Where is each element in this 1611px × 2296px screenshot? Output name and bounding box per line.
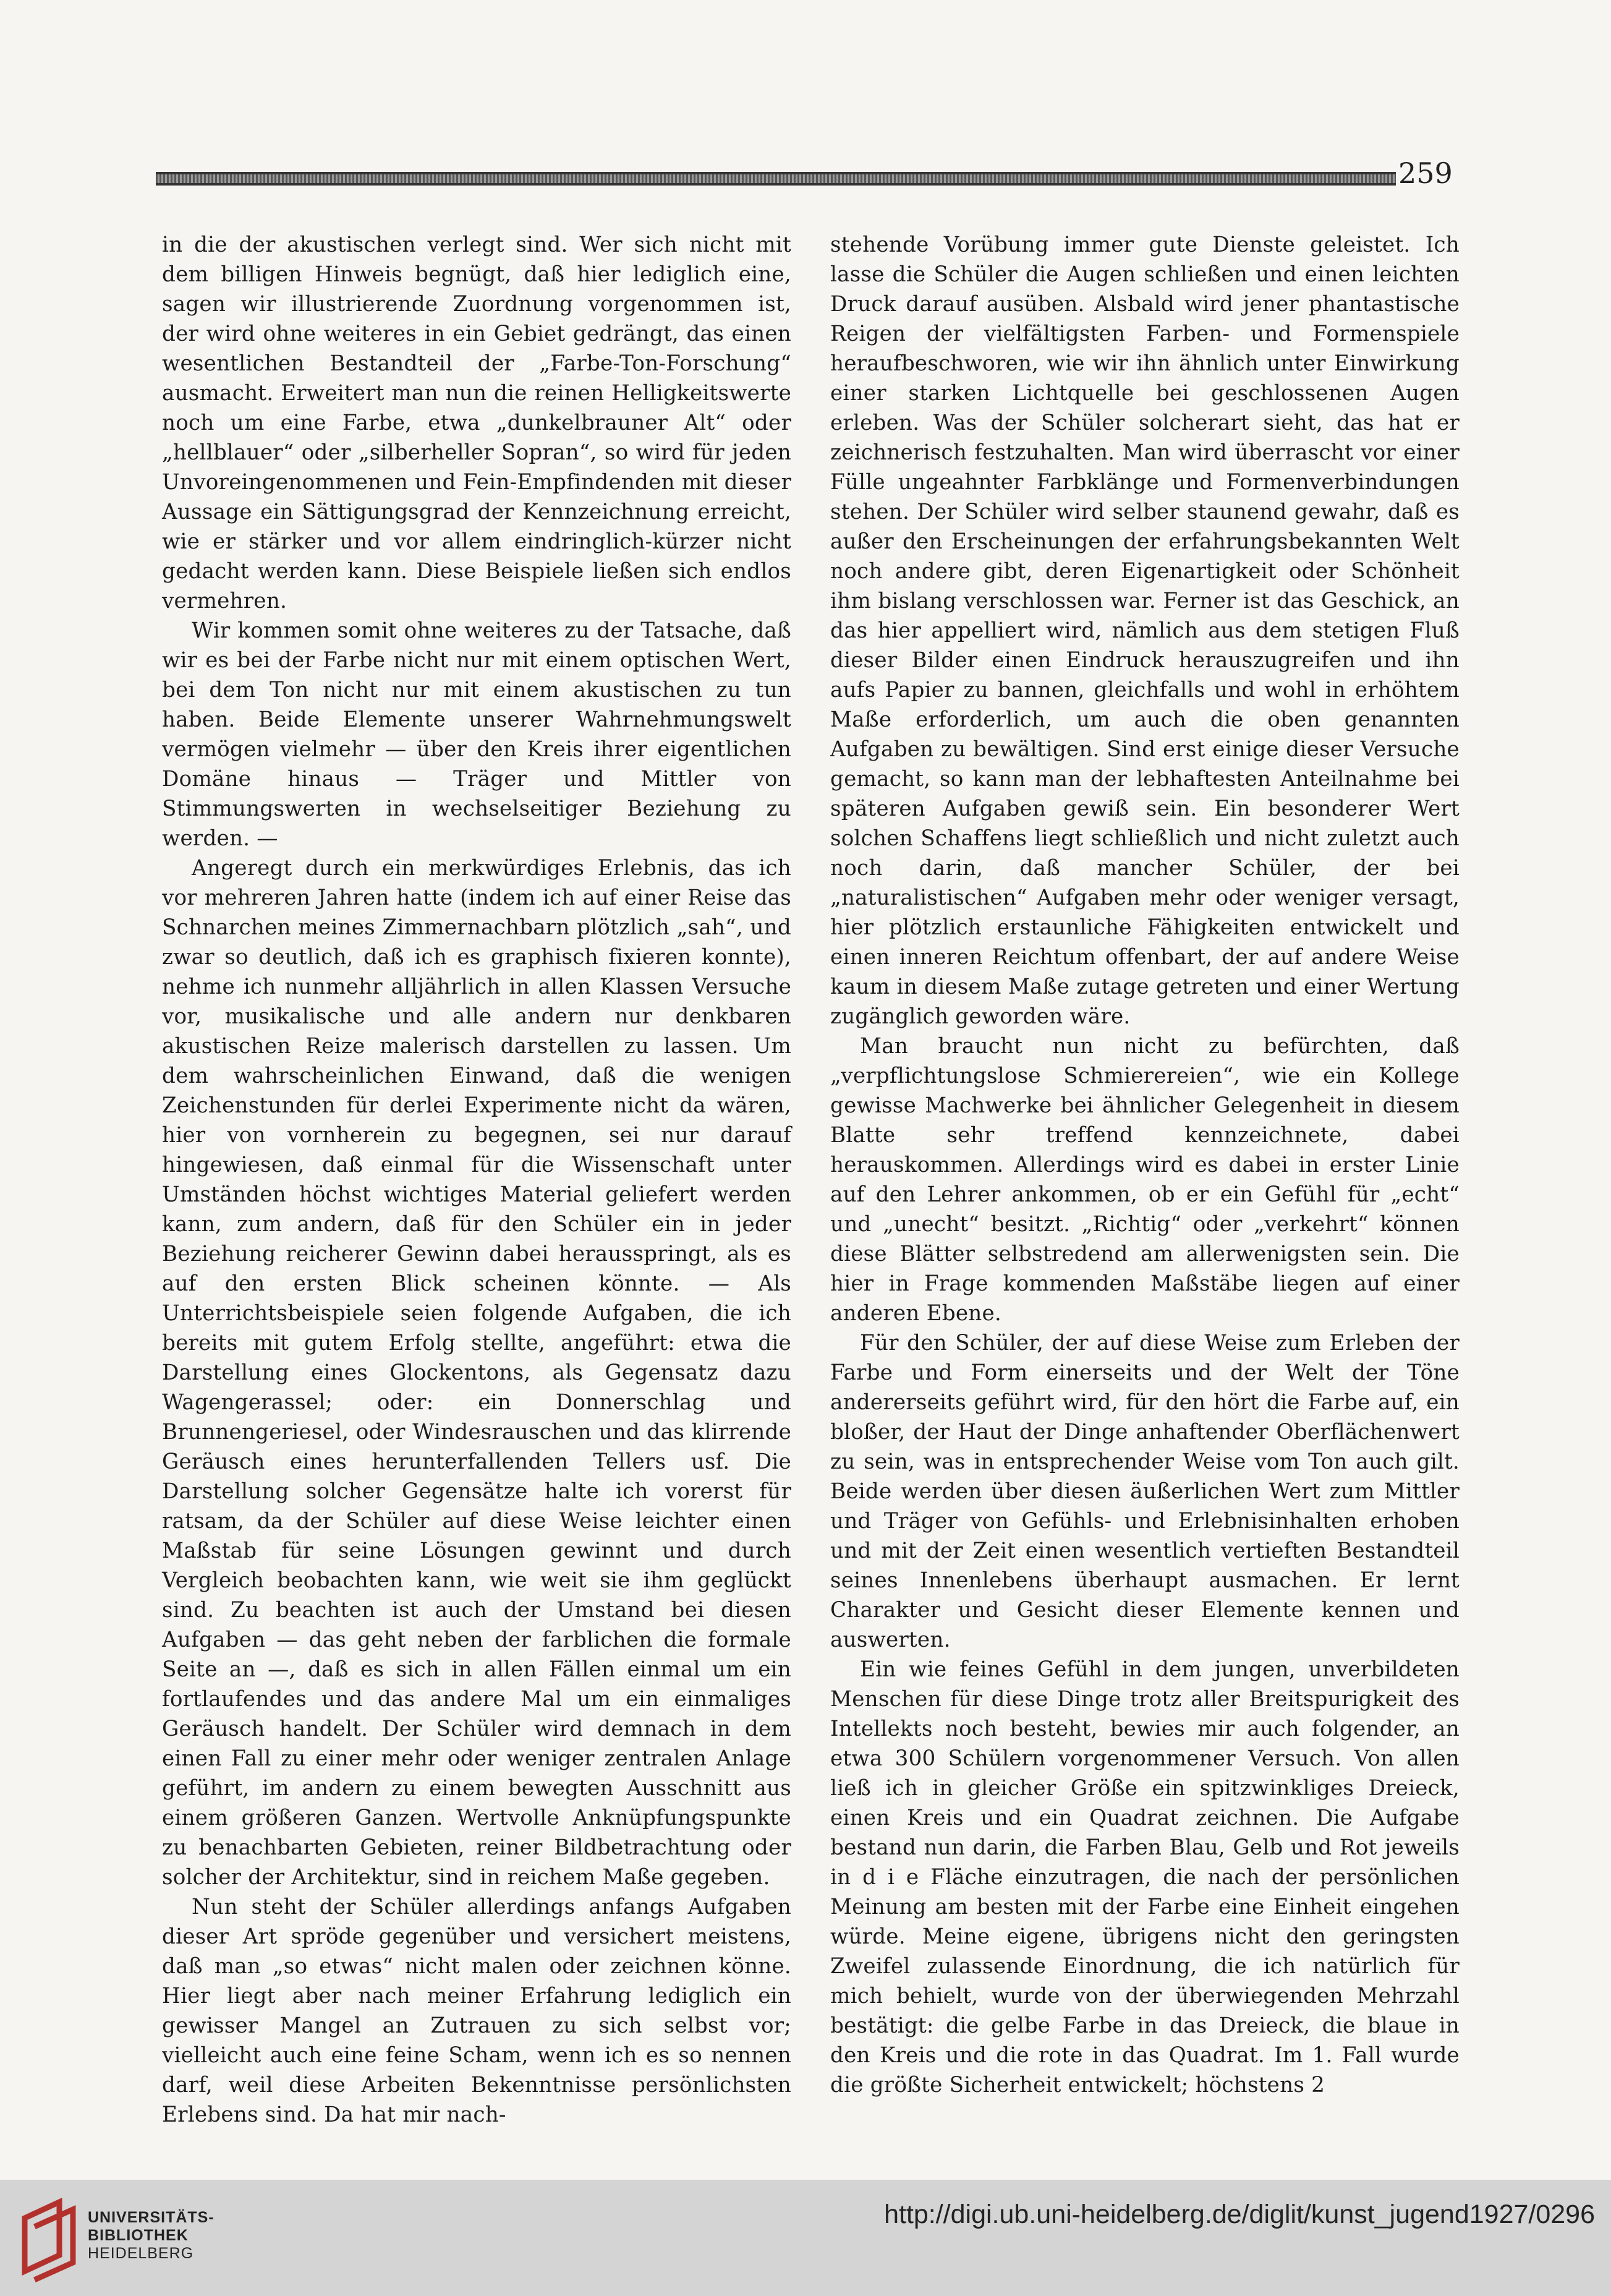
library-name-line-1: UNIVERSITÄTS-: [88, 2209, 215, 2226]
library-logo-icon[interactable]: [16, 2193, 84, 2280]
text-column-right: [830, 230, 1460, 2098]
header-rule: [156, 172, 1396, 186]
paragraph: Wir kommen somit ohne weiteres zu der Tatsache, daß wir es bei der Farbe nicht nur mit einem optischen Wert, bei dem Ton nicht nur mit einem akustischen zu tun haben. Beide Elemente unserer Wahrnehmungswelt vermögen vielmehr — über den Kreis ihrer eigentlichen Domäne hinaus — Träger und Mittler von Stimmungswerten in wechselseitiger Beziehung zu werden. —: [162, 618, 791, 851]
paragraph: Angeregt durch ein merkwürdiges Erlebnis, das ich vor mehreren Jahren hatte (indem ich auf einer Reise das Schnarchen meines Zimmernachbarn plötzlich „sah“, und zwar so deutlich, daß ich es graphisch fixieren konnte), nehme ich nunmehr alljährlich in allen Klassen Versuche vor, musikalische und alle andern nur denkbaren akustischen Reize malerisch darstellen zu lassen. Um dem wahrscheinlichen Einwand, daß die wenigen Zeichenstunden für derlei Experimente nicht da wären, hier von vornherein zu begegnen, sei nur darauf hingewiesen, daß einmal für die Wissenschaft unter Umständen höchst wichtiges Material geliefert werden kann, zum andern, daß für den Schüler ein in jeder Beziehung reicherer Gewinn dabei herausspringt, als es auf den ersten Blick scheinen könnte. — Als Unterrichtsbeispiele seien folgende Aufgaben, die ich bereits mit gutem Erfolg stellte, angeführt: etwa die Darstellung eines Glockentons, als Gegensatz dazu Wagengerassel; oder: ein Donnerschlag und Brunnengeriesel, oder Windesrauschen und das klirrende Geräusch eines herunterfallenden Tellers usf. Die Darstellung solcher Gegensätze halte ich vorerst für ratsam, da der Schüler auf diese Weise leichter einen Maßstab für seine Lösungen gewinnt und durch Vergleich beobachten kann, wie weit sie ihm geglückt sind. Zu beachten ist auch der Umstand bei diesen Aufgaben — das geht neben der farblichen die formale Seite an —, daß es sich in allen Fällen einmal um ein fortlaufendes und das andere Mal um ein einmaliges Geräusch handelt. Der Schüler wird demnach in dem einen Fall zu einer mehr oder weniger zentralen Anlage geführt, im andern zu einem bewegten Ausschnitt aus einem größeren Ganzen. Wertvolle Anknüpfungspunkte zu benachbarten Gebieten, reiner Bildbetrachtung oder solcher der Architektur, sind in reichem Maße gegeben.: [162, 856, 791, 1890]
page-number: 259: [1398, 156, 1453, 190]
paragraph: Ein wie feines Gefühl in dem jungen, unverbildeten Menschen für diese Dinge trotz aller Breitspurigkeit des Intellekts noch besteht, bewies mir auch folgender, an etwa 300 Schülern vorgenommener Versuch. Von allen ließ ich in gleicher Größe ein spitzwinkliges Dreieck, einen Kreis und ein Quadrat zeichnen. Die Aufgabe bestand nun darin, die Farben Blau, Gelb und Rot jeweils in d i e Fläche einzutragen, die nach der persönlichen Meinung am besten mit der Farbe eine Einheit eingehen würde. Meine eigene, übrigens nicht den geringsten Zweifel zulassende Einordnung, die ich natürlich für mich behielt, wurde von der überwiegenden Mehrzahl bestätigt: die gelbe Farbe in das Dreieck, die blaue in den Kreis und die rote in das Quadrat. Im 1. Fall wurde die größte Sicherheit entwickelt; höchstens 2: [830, 1657, 1460, 2098]
library-name-line-2: BIBLIOTHEK: [88, 2227, 189, 2244]
library-name-line-3: HEIDELBERG: [88, 2245, 194, 2262]
paragraph: Nun steht der Schüler allerdings anfangs Aufgaben dieser Art spröde gegenüber und versichert meistens, daß man „so etwas“ nicht malen oder zeichnen könne. Hier liegt aber nach meiner Erfahrung lediglich ein gewisser Mangel an Zutrauen zu sich selbst vor; vielleicht auch eine feine Scham, wenn ich es so nennen darf, weil diese Arbeiten Bekenntnisse persönlichsten Erlebens sind. Da hat mir nach-: [162, 1895, 791, 2127]
text-column-left: [162, 230, 791, 2127]
source-url-link[interactable]: http://digi.ub.uni-heidelberg.de/diglit/kunst_jugend1927/0296: [884, 2200, 1595, 2229]
paragraph: Man braucht nun nicht zu befürchten, daß „verpflichtungslose Schmierereien“, wie ein Kollege gewisse Machwerke bei ähnlicher Gelegenheit in diesem Blatte sehr treffend kennzeichnete, dabei herauskommen. Allerdings wird es dabei in erster Linie auf den Lehrer ankommen, ob er ein Gefühl für „echt“ und „unecht“ besitzt. „Richtig“ oder „verkehrt“ können diese Blätter selbstredend am allerwenigsten sein. Die hier in Frage kommenden Maßstäbe liegen auf einer anderen Ebene.: [830, 1034, 1460, 1326]
paragraph: stehende Vorübung immer gute Dienste geleistet. Ich lasse die Schüler die Augen schließen und einen leichten Druck darauf ausüben. Alsbald wird jener phantastische Reigen der vielfältigsten Farben- und Formenspiele heraufbeschworen, wie wir ihn ähnlich unter Einwirkung einer starken Lichtquelle bei geschlossenen Augen erleben. Was der Schüler solcherart sieht, das hat er zeichnerisch festzuhalten. Man wird überrascht vor einer Fülle ungeahnter Farbklänge und Formenverbindungen stehen. Der Schüler wird selber staunend gewahr, daß es außer den Erscheinungen der erfahrungsbekannten Welt noch andere gibt, deren Eigenartigkeit oder Schönheit ihm bislang verschlossen war. Ferner ist das Geschick, an das hier appelliert wird, nämlich aus dem stetigen Fluß dieser Bilder einen Eindruck herauszugreifen und ihn aufs Papier zu bannen, gleichfalls und wohl in erhöhtem Maße erforderlich, um auch die oben genannten Aufgaben zu bewältigen. Sind erst einige dieser Versuche gemacht, so kann man der lebhaftesten Anteilnahme bei späteren Aufgaben gewiß sein. Ein besonderer Wert solchen Schaffens liegt schließlich und nicht zuletzt auch noch darin, daß mancher Schüler, der bei „naturalistischen“ Aufgaben mehr oder weniger versagt, hier plötzlich erstaunliche Fähigkeiten entwickelt und einen inneren Reichtum offenbart, der auf andere Weise kaum in diesem Maße zutage getreten und einer Wertung zugänglich geworden wäre.: [830, 233, 1460, 1029]
paragraph: Für den Schüler, der auf diese Weise zum Erleben der Farbe und Form einerseits und der Welt der Töne andererseits geführt wird, für den hört die Farbe auf, ein bloßer, der Haut der Dinge anhaftender Oberflächenwert zu sein, was in entsprechender Weise vom Ton auch gilt. Beide werden über diesen äußerlichen Wert zum Mittler und Träger von Gefühls- und Erlebnisinhalten erhoben und mit der Zeit einen wesentlich vertieften Bestandteil seines Innenlebens überhaupt ausmachen. Er lernt Charakter und Gesicht dieser Elemente kennen und auswerten.: [830, 1331, 1460, 1652]
paragraph: in die der akustischen verlegt sind. Wer sich nicht mit dem billigen Hinweis begnügt, daß hier lediglich eine, sagen wir illustrierende Zuordnung vorgenommen ist, der wird ohne weiteres in ein Gebiet gedrängt, das einen wesentlichen Bestandteil der „Farbe-Ton-Forschung“ ausmacht. Erweitert man nun die reinen Helligkeitswerte noch um eine Farbe, etwa „dunkelbrauner Alt“ oder „hellblauer“ oder „silberheller Sopran“, so wird für jeden Unvoreingenommenen und Fein-Empfindenden mit dieser Aussage ein Sättigungsgrad der Kennzeichnung erreicht, wie er stärker und vor allem eindringlich-kürzer nicht gedacht werden kann. Diese Beispiele ließen sich endlos vermehren.: [162, 233, 791, 613]
library-name[interactable]: [88, 2209, 215, 2263]
